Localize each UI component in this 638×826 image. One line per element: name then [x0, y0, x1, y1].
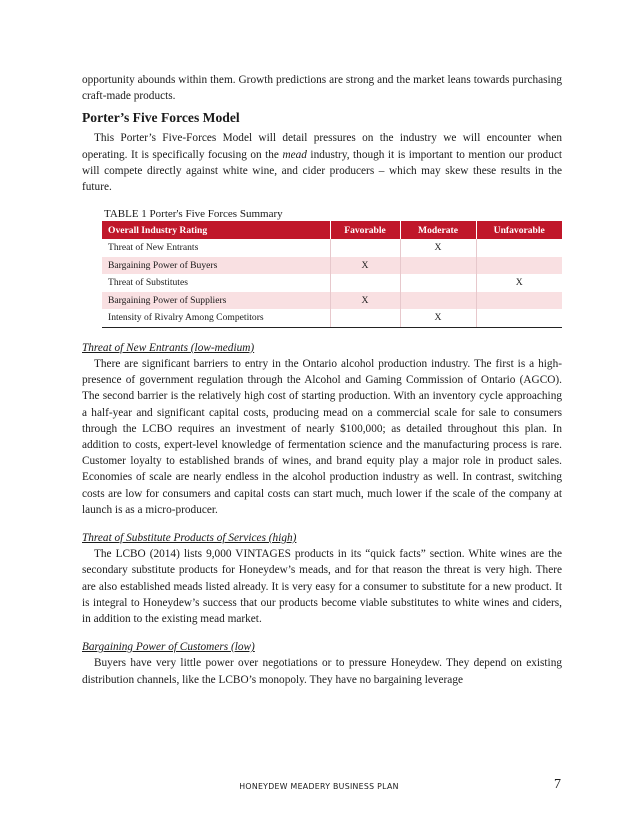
favorable-cell [330, 309, 400, 327]
favorable-cell: X [330, 257, 400, 275]
subsection-body-customers: Buyers have very little power over negotiations or to pressure Honeydew. They depend on existing distribution channels, like the LCBO’s monopoly. They have no bargaining leverage [82, 657, 562, 686]
unfavorable-cell [476, 257, 562, 275]
unfavorable-cell [476, 309, 562, 327]
section-paragraph-before: This Porter’s Five-Forces Model will detail pressures on the industry we will encounter when operating. It is specifically focusing on the [82, 132, 562, 161]
unfavorable-cell: X [515, 277, 523, 289]
row-label: Threat of Substitutes [102, 274, 330, 292]
row-label: Threat of New Entrants [102, 239, 330, 257]
unfavorable-cell [476, 239, 562, 257]
moderate-cell [400, 292, 476, 310]
favorable-cell [330, 274, 400, 292]
subsection-heading-new-entrants: Threat of New Entrants (low-medium) [82, 341, 255, 354]
table-caption: TABLE 1 Porter's Five Forces Summary [104, 208, 283, 221]
column-header-favorable: Favorable [330, 221, 400, 239]
section-paragraph [82, 130, 562, 195]
column-header-moderate: Moderate [400, 221, 476, 239]
favorable-cell [330, 239, 400, 257]
moderate-cell [400, 274, 476, 292]
subsection-body-new-entrants: There are significant barriers to entry in the Ontario alcohol production industry. The first is a high-presence of government regulation through the Alcohol and Gaming Commission of Ontario (AGCO). The second barrier is the relatively high cost of starting production. With an inventory cycle approaching a half-year and significant capital costs, producing mead on a commercial scale for sale to consumers through the LCBO requires an investment of nearly $100,000; as detailed throughout this plan. In addition to costs, expert-level knowledge of fermentation science and the manufacturing process is rare. Customer loyalty to established brands of wines, and brand equity play a major role in product sales. Economies of scale are nearly endless in the alcohol production industry as well. In contrast, switching costs are low for consumers and capital costs can start much, much lower if the scale of the company at launch is as a micro-producer. [82, 357, 562, 516]
page-number: 7 [554, 777, 561, 792]
moderate-cell: X [400, 309, 476, 327]
table-row [102, 274, 562, 292]
column-header-unfavorable: Unfavorable [476, 221, 562, 239]
table-row [102, 257, 562, 275]
table-row [102, 292, 562, 310]
section-paragraph-emphasis: mead [282, 148, 307, 161]
section-title: Porter’s Five Forces Model [82, 110, 240, 126]
column-header-rating: Overall Industry Rating [102, 221, 330, 239]
page-content [82, 72, 562, 688]
table-header-row [102, 221, 562, 239]
section-paragraph-after: industry, though it is important to mention our product will compete directly against white wine, and cider producers – which may skew these results in the future. [82, 148, 562, 194]
table-row [102, 309, 562, 327]
page-footer: HONEYDEW MEADERY BUSINESS PLAN [239, 782, 399, 791]
favorable-cell: X [330, 292, 400, 310]
row-label: Intensity of Rivalry Among Competitors [102, 309, 330, 327]
subsection-heading-substitutes: Threat of Substitute Products of Services (high) [82, 531, 297, 544]
intro-paragraph: opportunity abounds within them. Growth predictions are strong and the market leans towards purchasing craft-made products. [82, 74, 562, 103]
table-row [102, 239, 562, 257]
five-forces-table [102, 221, 562, 328]
moderate-cell: X [400, 239, 476, 257]
subsection-heading-customers: Bargaining Power of Customers (low) [82, 641, 255, 654]
subsection-body-substitutes: The LCBO (2014) lists 9,000 VINTAGES products in its “quick facts” section. White wines are the secondary substitute products for Honeydew’s meads, and for that reason the threat is very high. There are also established meads listed already. It is very easy for a consumer to substitute for a new product. It is integral to Honeydew’s success that our products become viable substitutes to white wines and ciders, in addition to the existing mead market. [82, 548, 562, 625]
unfavorable-cell [476, 292, 562, 310]
row-label: Bargaining Power of Buyers [102, 257, 330, 275]
row-label: Bargaining Power of Suppliers [102, 292, 330, 310]
moderate-cell [400, 257, 476, 275]
